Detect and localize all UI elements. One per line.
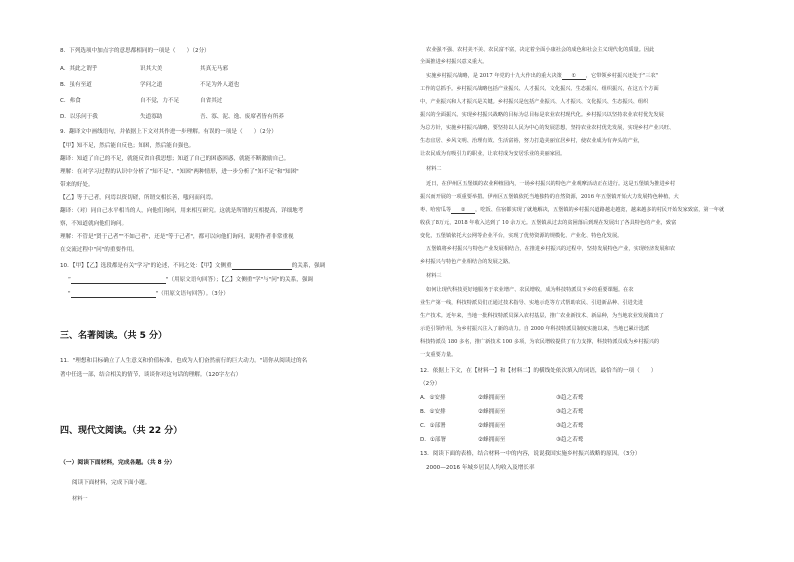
q12-option-a1: A．①安排 xyxy=(420,395,446,401)
q12-option-a3: ③趋之若鹜 xyxy=(556,395,584,401)
q9-a-line2: 翻译：知道了自己的不足，就能反省自我思想；知道了自己的困惑困惑，就能不断激励自己。 xyxy=(60,156,290,162)
r-p4: 工作的总抓手。乡村振兴战略包括产业振兴、人才振兴、文化振兴、生态振兴、组织振兴，在这五个方面 xyxy=(420,86,659,92)
q12-option-b1: B．①安排 xyxy=(420,409,446,415)
material3-label: 材料三 xyxy=(426,273,442,279)
r-m2-7: 五堡镇将乡村振兴与特色产业发展相结合，在推进乡村振兴的过程中，坚持发展特色产业，实现经济发展和农 xyxy=(426,246,676,252)
q12-option-a2: ②蜂拥而至 xyxy=(478,395,506,401)
q8-option-d2: 失道寡助 xyxy=(140,114,163,120)
r-m2-2: 振兴而开展的一项重要举措。伊州区五堡镇依托当地独特的自然资源，2016 年五堡镇开始大力发展特色种植，大 xyxy=(420,194,679,200)
q10-blank2[interactable] xyxy=(71,277,166,284)
q11-line1: 11．"理想和目标确立了人生意义和价值标准，也成为人们奋然前行的巨大动力。"请你从阅读过的名 xyxy=(60,358,308,364)
material2-label: 材料二 xyxy=(426,166,442,172)
r-blank2[interactable]: ② xyxy=(451,207,475,214)
q12-option-c1: C．①部署 xyxy=(420,423,446,429)
r-p6: 振兴的全面振兴。实现乡村振兴战略的目标为总目标是农业农村现代化。乡村振兴以坚持农业农村优先发展 xyxy=(420,112,664,118)
r-m3-1: 如何让现代科技更好地服务于农业增产、农民增收，成为科技特派员下乡的重要课题。在农 xyxy=(426,287,634,293)
section3-heading: 三、名著阅读。（共 5 分） xyxy=(60,331,168,341)
q10-blank3[interactable] xyxy=(71,291,156,298)
r-m3-6: 一支重要力量。 xyxy=(420,352,457,358)
r-m2-8: 乡村振兴与特色产业相结合的发展之路。 xyxy=(420,259,514,265)
q10-text5: "（用原文语句回答）。（3分） xyxy=(155,291,229,297)
q12-points: （2分） xyxy=(420,381,441,387)
q8-option-a1: A．其此之谓乎 xyxy=(60,66,98,72)
q8-title: 8．下列选项中加点字的意思都相同的一项是（ ）（2分） xyxy=(60,48,210,54)
q8-option-c1: C．弗食 xyxy=(60,98,81,104)
q9-b-line3: 察，不知道就向他们询问。 xyxy=(60,221,128,227)
r-m3-5: 科技特派员 180 多名，推广新技术 100 多项，为农民增收提供了有力支撑，科技特派员成为乡村振兴的 xyxy=(420,339,660,345)
q10-text1: 10．【甲】【乙】选段都是有关"学习"的论述，不同之处：【甲】文侧重 xyxy=(60,263,232,269)
q9-b-line1: 【乙】等于己者，问焉以资切磋，所谓交相长善，嗤问而问焉。 xyxy=(60,195,217,201)
r-m2-4-text: ，吃饭、住宿都实现了就地解决，五堡镇的乡村振兴道路越走越宽，越来越多的村民开始发家致富，第一年就 xyxy=(475,207,725,213)
q9-b-line5: 在交流过程中"问"的重要作用。 xyxy=(60,247,138,253)
r-m3-4: 示范引领作用，为乡村振兴注入了新的动力。自 2000 年科技特派员制度实施以来，当地已累计选派 xyxy=(420,326,650,332)
q8-option-b1: B．虽有至道 xyxy=(60,82,92,88)
q10-text4: " xyxy=(68,291,71,297)
r-p7: 为总方针，实施乡村振兴战略，要坚持以人民为中心的发展思想，坚持农业农村优先发展，实现乡村产业兴旺、 xyxy=(420,125,675,131)
q10-text3: "（用原文语句回答）；【乙】文侧重"学"与"问"的关系，强调 xyxy=(165,277,314,283)
q10-line3 xyxy=(68,291,229,298)
r-m3-3: 生产技术。近年来，当地一批科技特派员深入农村基层，推广农业新技术、新品种，为当地农业发展做出了 xyxy=(420,313,664,319)
r-p3 xyxy=(426,73,658,80)
q13-table-caption: 2000—2016 年城乡居民人均收入及增长率 xyxy=(426,465,535,471)
q8-option-c2: 自不觉，力不足 xyxy=(140,98,180,104)
q10-text2: 的关系，强调 xyxy=(291,263,326,269)
q9-a-line1: 【甲】知不足，然后能自反也；知困，然后能自强也。 xyxy=(60,143,195,149)
q12-option-b2: ②蜂拥而至 xyxy=(478,409,506,415)
section4-heading: 四、现代文阅读。（共 22 分） xyxy=(60,426,183,436)
q8-option-b3: 不足为外人道也 xyxy=(200,82,240,88)
q9-a-line3: 理解：在对学习过程的认识中分析了"知不足"、"知困"两种情形，进一步分析了"知不足"和"知困" xyxy=(60,169,299,175)
q12-option-c2: ②蜂拥而至 xyxy=(478,423,506,429)
q10-blank1[interactable] xyxy=(232,263,292,270)
q12-option-d2: ②蜂拥而至 xyxy=(478,437,506,443)
q8-option-a2: 识其大美 xyxy=(140,66,163,72)
q12-option-d1: D．①部署 xyxy=(420,437,447,443)
q12-option-c3: ③趋之若鹜 xyxy=(556,423,584,429)
q8-option-d1: D．以乐问于我 xyxy=(60,114,98,120)
q9-b-line4: 理解：不管是"贤于己者""不如己者"，还是"等于己者"，都可以向他们询问，说明作者非常重视 xyxy=(60,234,294,240)
subsection1-heading: （一）阅读下面材料，完成各题。（共 8 分） xyxy=(60,460,176,466)
q10-line1 xyxy=(60,263,325,270)
r-p2: 全面推进乡村振兴意义重大。 xyxy=(420,59,488,65)
r-m2-6: 变化，五堡镇依托大公网等企业平台，实现了优势资源的规模化、产业化、特色化发展。 xyxy=(420,233,623,239)
material1-label: 材料一 xyxy=(72,496,88,502)
r-p8: 生态宜居、乡风文明、治理有效、生活富裕，努力打造美丽宜居乡村，使农业成为有奔头的产业， xyxy=(420,138,644,144)
r-p9: 让农民成为有吸引力的职业，让农村成为安居乐业的美丽家园。 xyxy=(420,151,566,157)
q9-title: 9．翻译文中画线语句，并依据上下文对其作进一步理解。有误的一项是（ ）（2分） xyxy=(60,129,277,135)
r-p3-text1: 实施乡村振兴战略，是 2017 年党的十九大作出的重大决策 xyxy=(426,73,562,79)
q12-option-d3: ③趋之若鹜 xyxy=(556,437,584,443)
r-p3-text2: ，它带领乡村振兴还处于"三农" xyxy=(585,73,659,79)
q8-option-c3: 自省其过 xyxy=(200,98,223,104)
q11-line2: 著中任选一部，结合相关的情节，谈谈你对这句话的理解。（120字左右） xyxy=(60,372,242,378)
q9-b-line2: 翻译：（对）同自己水平相当的人，向他们询问，用来相互研究。这就是所谓的互相提高，详细地考 xyxy=(60,208,304,214)
r-m3-2: 业生产第一线，科技特派员们正通过技术指导、实地示范等方式帮助农民、引进新品种、引进先进 xyxy=(420,300,644,306)
q8-option-b2: 学问之道 xyxy=(140,82,163,88)
r-m2-3 xyxy=(420,207,724,214)
r-m2-1: 近日，在伊州区五堡镇的农业种植园内，一场乡村振兴的特色产业观摩活动正在进行。这是五堡镇为推进乡村 xyxy=(426,181,676,187)
r-p1: 农业强不强、农村美不美、农民富不富，决定着全面小康社会的成色和社会主义现代化的质量。因此 xyxy=(426,47,655,53)
r-p5: 中，产业振兴和人才振兴是关键。乡村振兴是包括产业振兴、人才振兴、文化振兴、生态振兴、组织 xyxy=(420,99,649,105)
reading-intro: 阅读下面材料，完成下面小题。 xyxy=(72,480,151,486)
q8-option-a3: 其真无马邪 xyxy=(200,66,228,72)
q8-option-d3: 吾、寡、泥、逸、废席者皆有所养 xyxy=(200,114,284,120)
q12-option-b3: ③趋之若鹜 xyxy=(556,409,584,415)
q9-a-line4: 带来的好处。 xyxy=(60,182,94,188)
r-m2-5: 收获了8万元，2018 年收入达到了 10 余万元。五堡镇从过去的贫困落后到现在发展出了各具特色的产业，致富 xyxy=(420,220,677,226)
q12-title: 12．依据上下文，在【材料一】和【材料二】的横线处依次填入的词语，最恰当的一项（ ） xyxy=(420,368,657,374)
q10-line2: “ "（用原文语句回答）；【乙】文侧重"学"与"问"的关系，强调 xyxy=(68,277,314,283)
r-blank1[interactable]: ① xyxy=(562,73,586,80)
q13-title: 13．阅读下面的表格，结合材料一中的内容，说说我国实施乡村振兴战略的原因。（3分） xyxy=(420,451,641,457)
r-m2-3-text: 枣、哈密瓜等 xyxy=(420,207,452,213)
